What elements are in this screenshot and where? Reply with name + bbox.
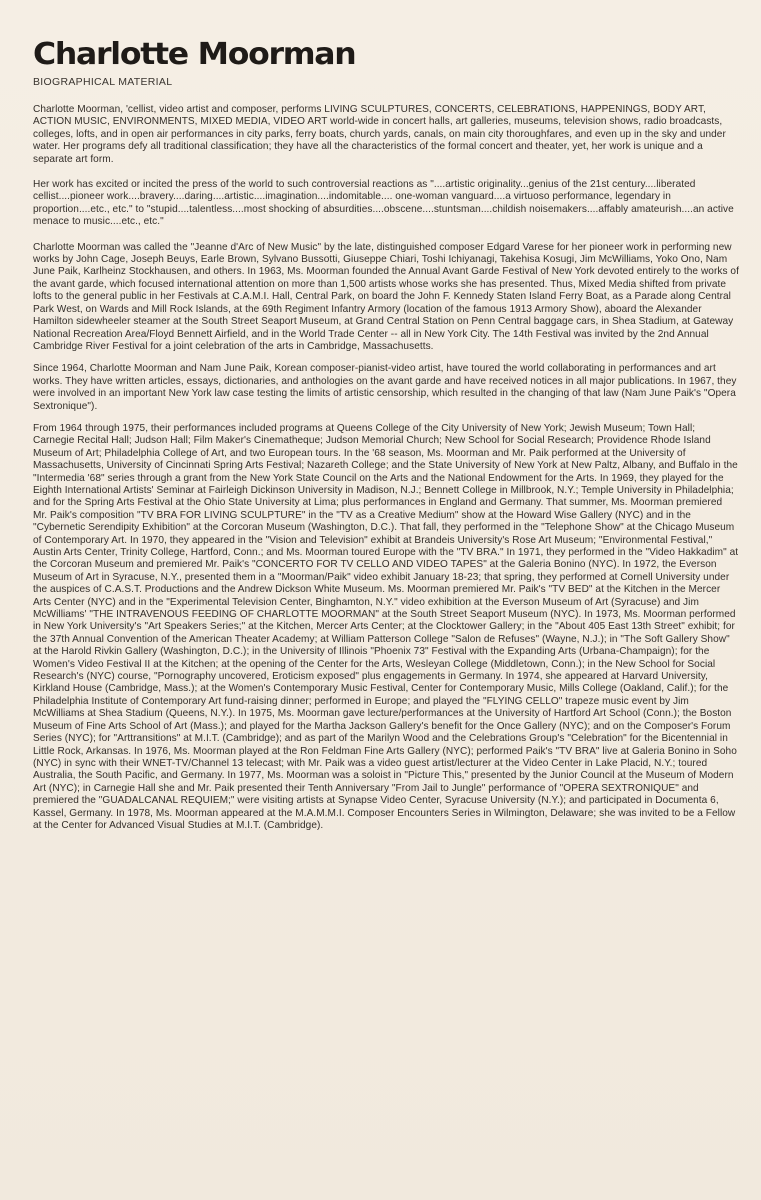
page-subtitle: BIOGRAPHICAL MATERIAL — [33, 76, 173, 88]
paragraph-performances: From 1964 through 1975, their performances included programs at Queens College of the City University of New York; Jewish Museum; Town Hall; Carnegie Recital Hall; Judson Hall; Film Maker's Cinematheque; Judson Memorial Church; New School for Social Research; Providence Rhode Island Museum of Art; Philadelphia College of Art, and two European tours. In the '68 season, Ms. Moorman and Mr. Paik performed at the University of Massachusetts, University of Cincinnati Spring Arts Festival; Nazareth College; and the State University of New York at New Paltz, Albany, and Buffalo in the "Intermedia '68" series through a grant from the New York State Council on the Arts and the National Endowment for the Arts. In 1969, they played for the Eighth International Artists' Seminar at Fairleigh Dickinson University in Madison, N.J.; Bennett College in Millbrook, N.Y.; Temple University in Philadelphia; and for the Spring Arts Festival at the Ohio State University at Lima; plus performances in England and Germany. That summer, Ms. Moorman premiered Mr. Paik's composition "TV BRA FOR LIVING SCULPTURE" in the "TV as a Creative Medium" show at the Howard Wise Gallery (NYC) and in the "Cybernetic Serendipity Exhibition" at the Corcoran Museum (Washington, D.C.). That fall, they performed in the "Telephone Show" at the Chicago Museum of Contemporary Art. In 1970, they appeared in the "Vision and Television" exhibit at Brandeis University's Rose Art Museum; "Environmental Festival," Austin Arts Center, Trinity College, Hartford, Conn.; and Ms. Moorman toured Europe with the "TV BRA." In 1971, they performed in the "Video Hakkadim" at the Corcoran Museum and premiered Mr. Paik's "CONCERTO FOR TV CELLO AND VIDEO TAPES" at the Galeria Bonino (NYC). In 1972, the Everson Museum of Art in Syracuse, N.Y., presented them in a "Moorman/Paik" video exhibit January 18-23; that spring, they performed at Cornell University under the auspices of C.A.S.T. Productions and the Andrew Dickson White Museum. Ms. Moorman premiered Mr. Paik's "TV BED" at the Kitchen in the Mercer Arts Center (NYC) and in the "Experimental Television Center, Binghamton, N.Y." video exhibition at the Everson Museum of Art (Syracuse) and Jim McWilliams' "THE INTRAVENOUS FEEDING OF CHARLOTTE MOORMAN" at the South Street Seaport Museum (NYC). In 1973, Ms. Moorman performed in New York University's "Art Speakers Series;" at the Kitchen, Mercer Arts Center; at the Clocktower Gallery; in the "About 405 East 13th Street" exhibit; for the 37th Annual Convention of the American Theater Academy; at William Patterson College "Salon de Refuses" (Wayne, N.J.); in "The Soft Gallery Show" at the Harold Rivkin Gallery (Washington, D.C.); in the University of Illinois "Phoenix 73" Festival with the Expanding Arts (Urbana-Champaign); for the Women's Video Festival II at the Kitchen; at the opening of the Center for the Arts, Wesleyan College (Middletown, Conn.); in the New School for Social Research's (NYC) course, "Pornography uncovered, Eroticism exposed" plus engagements in Germany. In 1974, she appeared at Harvard University, Kirkland House (Cambridge, Mass.); at the Women's Contemporary Music Festival, Center for Contemporary Music, Mills College (Oakland, Calif.); for the Philadelphia Institute of Contemporary Art fund-raising dinner; performed in Europe; and played the "FLYING CELLO" trapeze music event by Jim McWilliams at Shea Stadium (Queens, N.Y.). In 1975, Ms. Moorman gave lecture/performances at the University of Hartford Art School (Conn.); the Boston Museum of Fine Arts School of Art (Mass.); and played for the Martha Jackson Gallery's benefit for the Once Gallery (NYC); and on the Composer's Forum Series (NYC); for "Arttransitions" at M.I.T. (Cambridge); and as part of the Marilyn Wood and the Celebrations Group's "Celebration" for the Bicentennial in Little Rock, Arkansas. In 1976, Ms. Moorman played at the Ron Feldman Fine Arts Gallery (NYC); performed Paik's "TV BRA" live at Galeria Bonino in Soho (NYC) in sync with their WNET-TV/Channel 13 telecast; with Mr. Paik was a video guest artist/lecturer at the Video Center in Lake Placid, N.Y.; toured Australia, the South Pacific, and Germany. In 1977, Ms. Moorman was a soloist in "Picture This," presented by the Junior Council at the Museum of Modern Art (NYC); in Carnegie Hall she and Mr. Paik presented their Tenth Anniversary "From Jail to Jungle" performance of "OPERA SEXTRONIQUE" and premiered the "GUADALCANAL REQUIEM;" were visiting artists at Synapse Video Center, Syracuse University (N.Y.); and participated in Documenta 6, Kassel, Germany. In 1978, Ms. Moorman appeared at the M.A.M.M.I. Composer Encounters Series in Wilmington, Delaware; she was invited to be a Fellow at the Center for Advanced Visual Studies at M.I.T. (Cambridge). — [33, 422, 739, 831]
paragraph-festival: Charlotte Moorman was called the "Jeanne d'Arc of New Music" by the late, distinguished composer Edgard Varese for her pioneer work in performing new works by John Cage, Joseph Beuys, Earle Brown, Sylvano Bussotti, Giuseppe Chiari, Toshi Ichiyanagi, Takehisa Kosugi, Jim McWilliams, Yoko Ono, Nam June Paik, Karlheinz Stockhausen, and others. In 1963, Ms. Moorman founded the Annual Avant Garde Festival of New York devoted entirely to the works of the avant garde, which focused international attention on more than 1,500 artists whose works she has presented. Thus, Mixed Media shifted from private lofts to the general public in her Festivals at C.A.M.I. Hall, Central Park, on board the John F. Kennedy Staten Island Ferry Boat, as a Parade along Central Park West, on Wards and Mill Rock Islands, at the 69th Regiment Infantry Armory (location of the famous 1913 Armory Show), aboard the Alexander Hamilton sidewheeler steamer at the South Street Seaport Museum, at Grand Central Station on Penn Central baggage cars, in Shea Stadium, at Gateway National Recreation Area/Floyd Bennett Airfield, and in the World Trade Center -- all in New York City. The 14th Festival was invited by the 2nd Annual Cambridge River Festival for a joint celebration of the arts in Cambridge, Massachusetts. — [33, 241, 739, 352]
paragraph-press: Her work has excited or incited the press of the world to such controversial reactions as "....artistic originality...genius of the 21st century....liberated cellist....pioneer work....bravery....daring....artistic....imagination....indomitable.... one-woman vanguard....a virtuoso performance, legendary in proportion....etc., etc." to "stupid....talentless....most shocking of absurdities....obscene....stuntsman....childish noisemakers....affably amateurish....an active menace to music....etc., etc." — [33, 179, 734, 228]
paragraph-collaboration: Since 1964, Charlotte Moorman and Nam June Paik, Korean composer-pianist-video artist, have toured the world collaborating in performances and art works. They have written articles, essays, dictionaries, and anthologies on the avant garde and have received notices in all major publications. In 1967, they were involved in an important New York law case testing the limits of artistic censorship, which resulted in the changing of that law (Nam June Paik's "Opera Sextronique"). — [33, 363, 737, 412]
page-title: Charlotte Moorman — [33, 37, 356, 72]
paragraph-intro: Charlotte Moorman, 'cellist, video artist and composer, performs LIVING SCULPTURES, CONCERTS, CELEBRATIONS, HAPPENINGS, BODY ART, ACTION MUSIC, ENVIRONMENTS, MIXED MEDIA, VIDEO ART world-wide in concert halls, art galleries, museums, television shows, radio broadcasts, colleges, lofts, and in open air performances in city parks, ferry boats, church yards, canals, on main city thoroughfares, and even up in the sky and under water. Her programs defy all traditional classification; they have all the characteristics of the formal concert and theater, yet, her work is unique and a separate art form. — [33, 104, 726, 165]
